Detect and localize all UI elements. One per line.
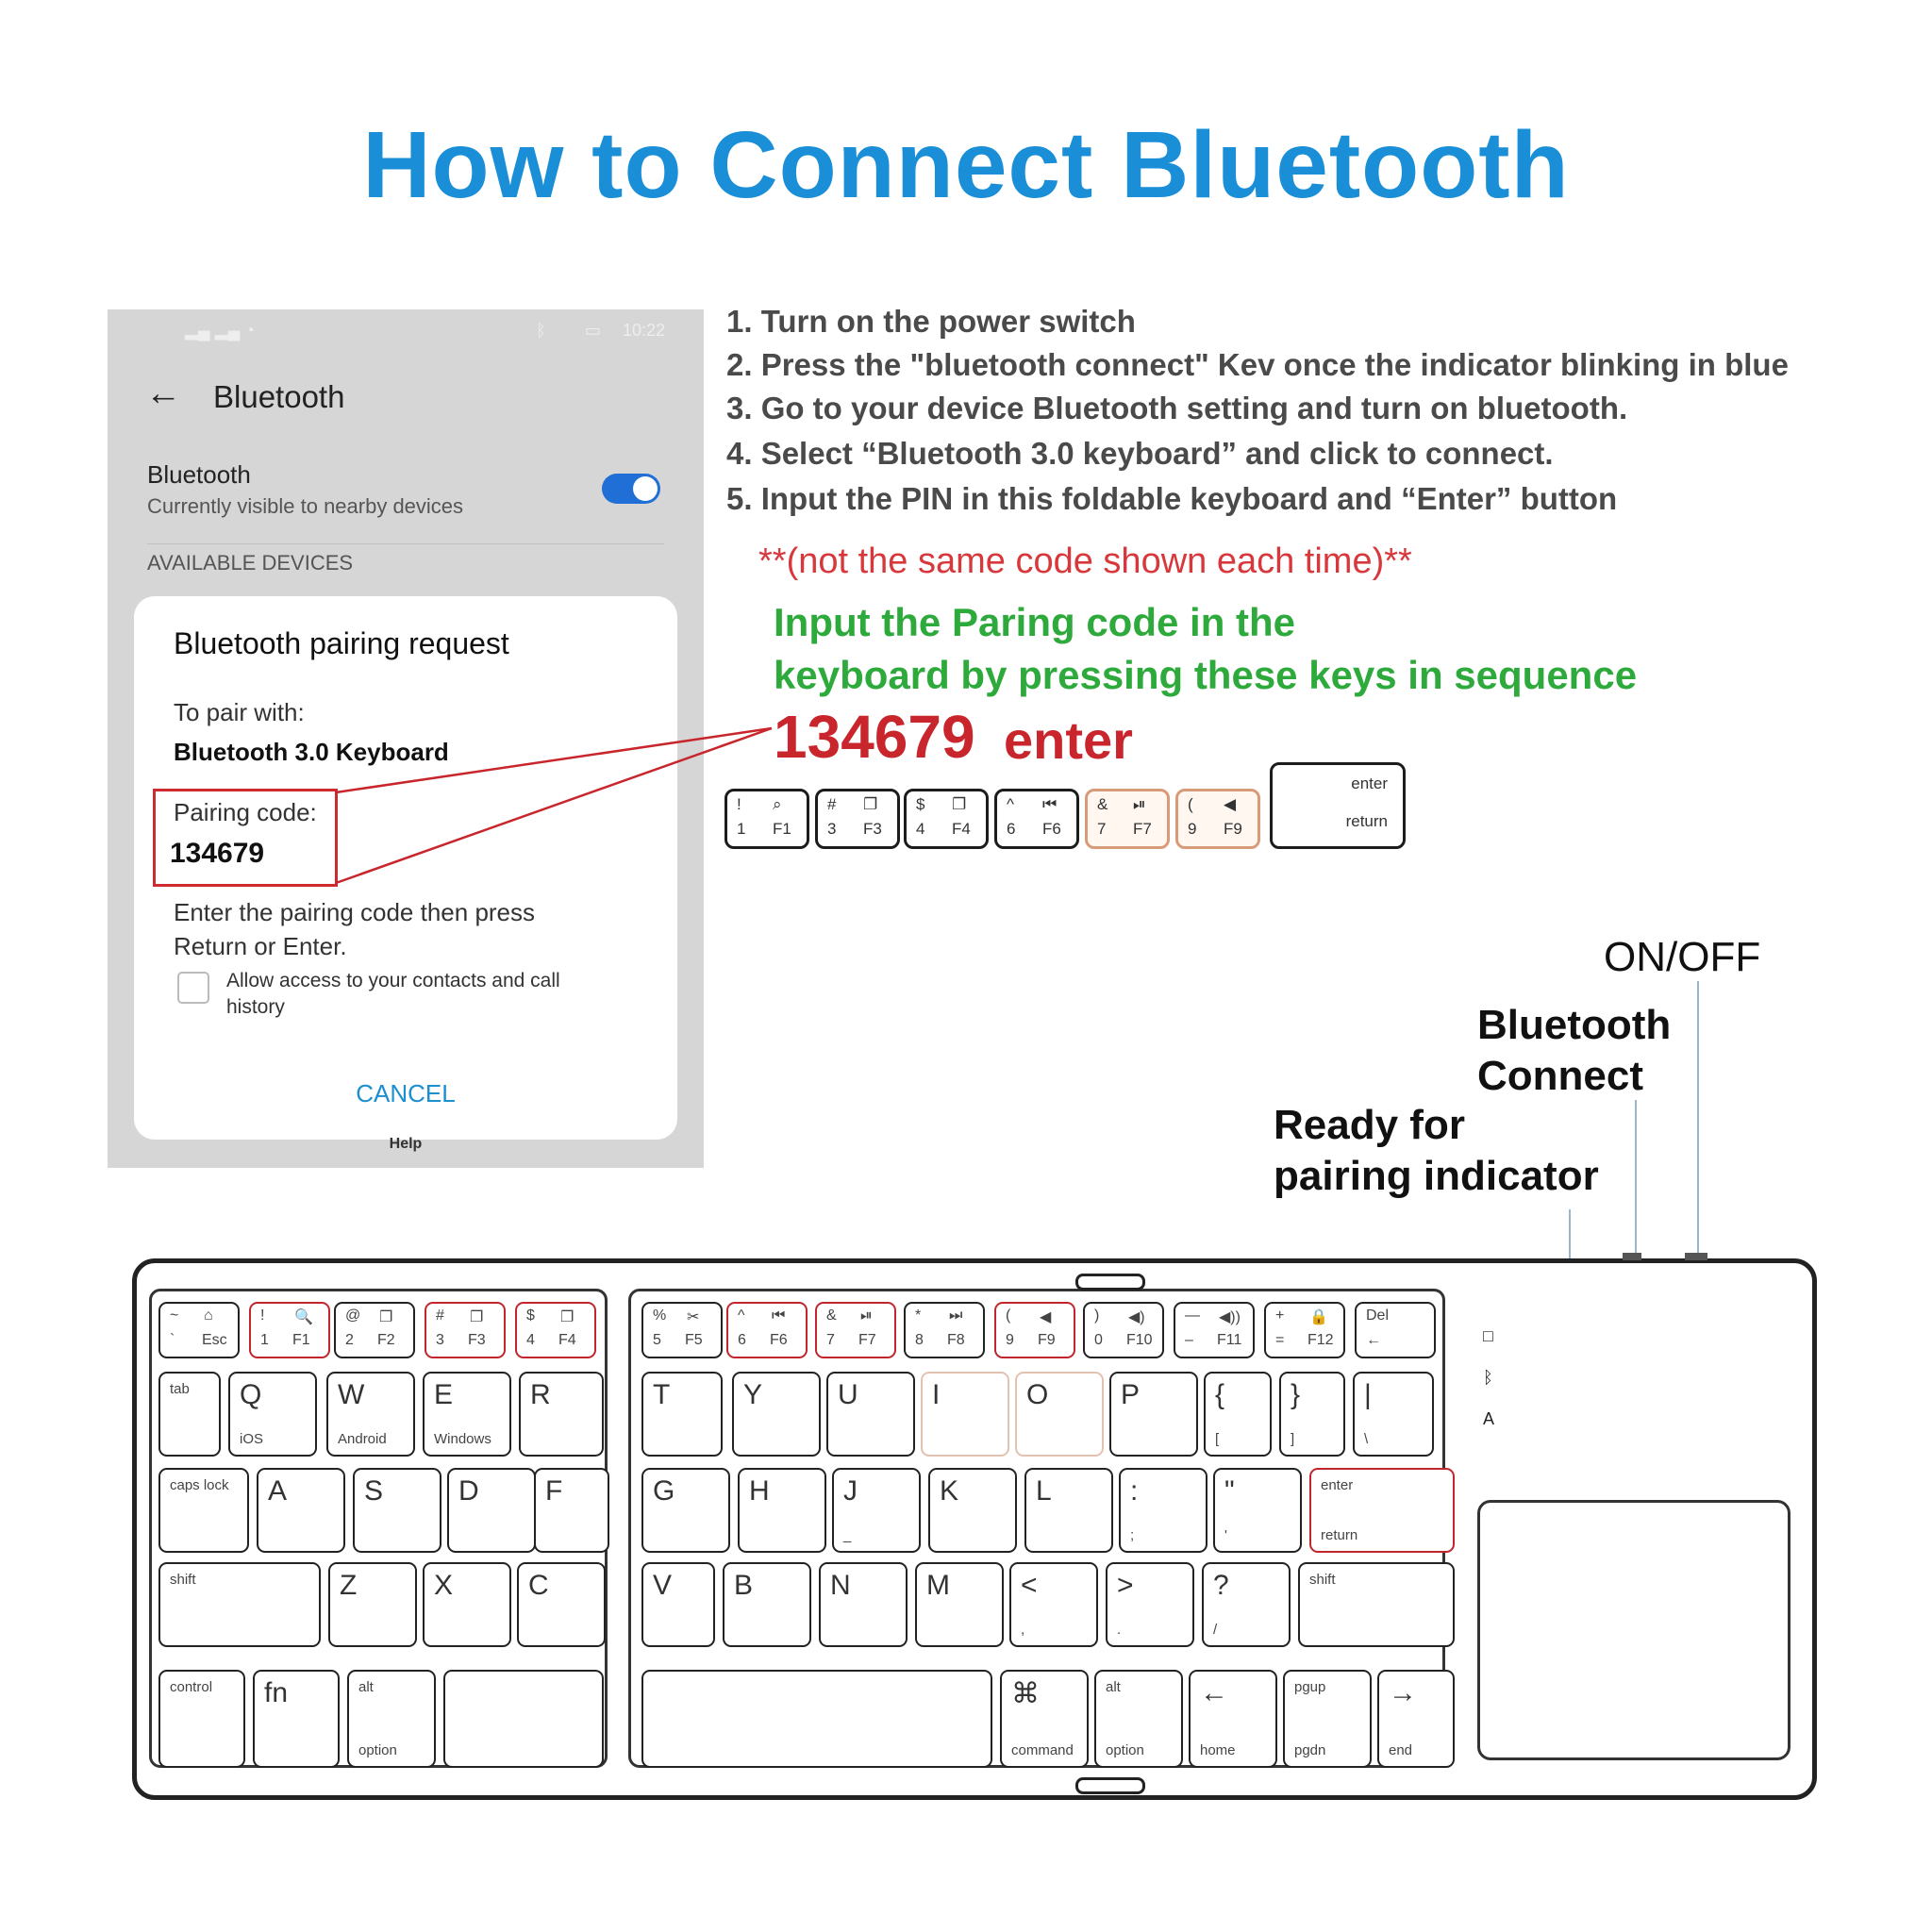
previous-track-icon: ⏮ [1042,795,1058,813]
key-label: ` [170,1332,175,1348]
key-label: ( [1006,1307,1011,1324]
step-4: 4. Select “Bluetooth 3.0 keyboard” and click to connect. [726,436,1554,471]
key-sublabel: pgdn [1294,1742,1326,1758]
status-time: 10:22 [623,321,666,340]
key-label: Del [1366,1307,1390,1324]
key-label: → [1389,1677,1417,1708]
a-indicator: A [1483,1409,1495,1428]
key-sym[interactable] [1009,1562,1098,1647]
key-x[interactable] [423,1562,511,1647]
key-label: ← [1200,1677,1228,1708]
key-row5-7[interactable] [1189,1670,1277,1768]
key-sym[interactable] [1106,1562,1194,1647]
help-link[interactable]: Help [389,1136,423,1152]
key-sublabel: ] [1291,1431,1295,1447]
function-icon: ❐ [470,1309,484,1325]
key-row5-0[interactable] [158,1670,245,1768]
key-d[interactable] [447,1468,536,1553]
key-f[interactable] [534,1468,609,1553]
key-row5-9[interactable] [1377,1670,1455,1768]
key-label: D [458,1475,479,1507]
key-label: ← [1366,1332,1381,1348]
key-label: shift [170,1572,196,1588]
key-u[interactable] [826,1372,915,1457]
key-label: { [1215,1379,1225,1410]
key-m[interactable] [915,1562,1004,1647]
key-label: Esc [202,1332,227,1348]
key-label: tab [170,1381,190,1397]
green-instruction-2: keyboard by pressing these keys in sequence [774,653,1638,697]
key-f5[interactable] [641,1302,723,1358]
key-label: 1 [260,1332,269,1348]
key-label: F10 [1126,1332,1153,1348]
function-icon: ⏮ [772,1307,786,1324]
to-pair-with: To pair with: [174,698,305,726]
key-p[interactable] [1109,1372,1198,1457]
key-shift[interactable] [1298,1562,1455,1647]
key-label: – [1185,1332,1193,1348]
key-f1[interactable] [249,1302,330,1358]
pairing-code-label: Pairing code: [174,798,317,826]
key-label: F9 [1038,1332,1056,1348]
key-label: V [653,1570,673,1601]
key-k[interactable] [928,1468,1017,1553]
ready-indicator-label-2: pairing indicator [1274,1153,1599,1199]
key-label: T [653,1379,671,1410]
key-label: M [926,1570,950,1601]
key-label: F7 [858,1332,876,1348]
play-pause-icon: ⏯ [1133,795,1146,813]
key-f8[interactable] [904,1302,985,1358]
key-n[interactable] [819,1562,908,1647]
key-label: F8 [947,1332,965,1348]
signal-icon: ▂▄ ▂▄ ◔ [185,321,256,340]
key-f6[interactable] [726,1302,808,1358]
key-b[interactable] [723,1562,811,1647]
bluetooth-toggle-label: Bluetooth [147,460,251,489]
key-label: ! [260,1307,265,1324]
device-name: Bluetooth 3.0 Keyboard [174,738,449,766]
key-sublabel: option [1106,1742,1144,1758]
key-label: 3 [436,1332,444,1348]
key-label: P [1121,1379,1141,1410]
key-label: 8 [915,1332,924,1348]
key-row5-5[interactable] [1000,1670,1089,1768]
enter-instructions-2: Return or Enter. [174,932,347,960]
key-y[interactable] [732,1372,821,1457]
top-hinge-indicator [1075,1274,1145,1291]
seq-key-4: $ ❐ 4 F4 [904,789,989,849]
key-s[interactable] [353,1468,441,1553]
key-label: Z [340,1570,358,1601]
key-label: O [1026,1379,1049,1410]
key-label: G [653,1475,675,1507]
key-v[interactable] [641,1562,715,1647]
seq-key-7: & ⏯ 7 F7 [1085,789,1170,849]
key-sublabel: return [1321,1527,1358,1543]
key-label: @ [345,1307,361,1324]
key-label: H [749,1475,770,1507]
key-label: 6 [738,1332,746,1348]
key-label: = [1275,1332,1285,1348]
key-label: B [734,1570,754,1601]
key-capssymlock[interactable] [158,1468,249,1553]
key-enter[interactable] [1309,1468,1455,1553]
key-label: 7 [826,1332,835,1348]
paste-icon: ❐ [952,795,967,813]
back-arrow-icon[interactable]: ← [145,374,181,413]
key-label: ) [1094,1307,1100,1324]
touchpad[interactable] [1477,1500,1790,1760]
key-g[interactable] [641,1468,730,1553]
key-label: 4 [526,1332,535,1348]
seq-key-3: # ❐ 3 F3 [815,789,900,849]
function-icon: ⏯ [860,1307,873,1324]
key-label: & [826,1307,837,1324]
key-label: 0 [1094,1332,1103,1348]
key-f4[interactable] [515,1302,596,1358]
key-l[interactable] [1024,1468,1113,1553]
note-text: **(not the same code shown each time)** [758,541,1412,581]
key-label: S [364,1475,384,1507]
allow-access-line1: Allow access to your contacts and call [226,970,560,991]
key-w[interactable] [326,1372,415,1457]
volume-icon: ◀ [1224,795,1237,813]
key-f3[interactable] [425,1302,506,1358]
key-tab[interactable] [158,1372,221,1457]
search-icon: ⌕ [773,795,782,813]
key-h[interactable] [738,1468,826,1553]
key-label: F6 [770,1332,788,1348]
key-f7[interactable] [815,1302,896,1358]
step-3: 3. Go to your device Bluetooth setting and turn on bluetooth. [726,391,1628,425]
step-5: 5. Input the PIN in this foldable keyboard and “Enter” button [726,481,1618,516]
key-label: N [830,1570,851,1601]
key-sublabel: iOS [240,1431,264,1447]
function-icon: 🔒 [1309,1309,1328,1325]
key-sym[interactable] [1204,1372,1272,1457]
key-sublabel: end [1389,1742,1413,1758]
key-r[interactable] [519,1372,604,1457]
key-label: shift [1309,1572,1336,1588]
key-shift[interactable] [158,1562,321,1647]
key-sublabel: ; [1130,1527,1135,1543]
key-sublabel: command [1011,1742,1074,1758]
key-label: " [1224,1475,1235,1507]
key-label: F1 [292,1332,310,1348]
key-label: ~ [170,1307,179,1324]
key-label: caps lock [170,1477,229,1493]
key-e[interactable] [423,1372,511,1457]
function-icon: ◀) [1128,1309,1145,1325]
key-label: pgup [1294,1679,1326,1695]
key-sym[interactable] [1202,1562,1291,1647]
function-icon: ❐ [379,1309,393,1325]
bluetooth-indicator-icon: ᛒ [1483,1368,1493,1387]
key-label: W [338,1379,365,1410]
pairing-code: 134679 [170,838,265,869]
key-label: F12 [1307,1332,1334,1348]
caps-indicator: □ [1483,1326,1493,1345]
key-label: ? [1213,1570,1229,1601]
key-o[interactable] [1015,1372,1104,1457]
key-label: K [940,1475,959,1507]
key-sublabel: Windows [434,1431,491,1447]
key-row5-4[interactable] [641,1670,992,1768]
function-icon: ⌂ [204,1307,213,1324]
key-label: E [434,1379,454,1410]
dialog-title: Bluetooth pairing request [174,626,509,660]
key-label: U [838,1379,858,1410]
key-sym[interactable] [1279,1372,1345,1457]
bluetooth-connect-label-2: Connect [1477,1053,1643,1099]
key-label: F2 [377,1332,395,1348]
key-label: F4 [558,1332,576,1348]
key-row5-6[interactable] [1094,1670,1183,1768]
seq-key-enter: enter return [1270,762,1406,849]
key-row5-8[interactable] [1283,1670,1372,1768]
copy-icon: ❐ [863,795,878,813]
bluetooth-connect-button[interactable] [1623,1253,1641,1260]
key-del[interactable] [1355,1302,1436,1358]
key-label: — [1185,1307,1200,1324]
battery-icon: ▭ [585,321,602,340]
step-1: 1. Turn on the power switch [726,304,1136,339]
key-f9[interactable] [994,1302,1075,1358]
key-row5-2[interactable] [347,1670,436,1768]
key-label: ^ [738,1307,745,1324]
key-t[interactable] [641,1372,723,1457]
key-c[interactable] [517,1562,606,1647]
key-sublabel: \ [1364,1431,1369,1447]
key-label: 9 [1006,1332,1014,1348]
key-label: } [1291,1379,1301,1410]
header-title: Bluetooth [213,379,345,414]
key-sublabel: . [1117,1622,1122,1638]
key-label: I [932,1379,941,1410]
key-label: F11 [1217,1332,1242,1348]
key-f12[interactable] [1264,1302,1345,1358]
key-label: alt [1106,1679,1121,1695]
key-q[interactable] [228,1372,317,1457]
key-label: $ [526,1307,535,1324]
key-label: L [1036,1475,1052,1507]
code-enter: enter [1004,710,1133,770]
function-icon: 🔍 [294,1309,313,1325]
key-label: | [1364,1379,1372,1410]
code-digits: 134679 [774,703,975,771]
key-label: J [843,1475,858,1507]
key-i[interactable] [921,1372,1009,1457]
key-sublabel: option [358,1742,397,1758]
step-2: 2. Press the "bluetooth connect" Kev once the indicator blinking in blue [726,347,1789,382]
key-label: X [434,1570,454,1601]
key-label: Q [240,1379,262,1410]
enter-instructions-1: Enter the pairing code then press [174,898,536,926]
key-label: > [1117,1570,1134,1601]
cancel-button[interactable]: CANCEL [356,1079,456,1108]
key-f2[interactable] [334,1302,415,1358]
green-instruction-1: Input the Paring code in the [774,600,1296,644]
key-label: R [530,1379,551,1410]
key-sublabel: / [1213,1622,1218,1638]
bluetooth-status-icon: ᛒ [536,321,546,340]
bottom-hinge-indicator [1075,1777,1145,1794]
key-label: + [1275,1307,1285,1324]
key-label: * [915,1307,922,1324]
key-f11[interactable] [1174,1302,1255,1358]
seq-key-9: ( ◀ 9 F9 [1175,789,1260,849]
key-label: control [170,1679,213,1695]
bluetooth-toggle-sub: Currently visible to nearby devices [147,494,464,518]
allow-access-line2: history [226,996,285,1018]
key-label: Y [743,1379,763,1410]
key-label: C [528,1570,549,1601]
key-f10[interactable] [1083,1302,1164,1358]
key-sublabel: home [1200,1742,1236,1758]
key-sublabel: Android [338,1431,387,1447]
function-icon: ◀)) [1219,1309,1241,1325]
function-icon: ◀ [1040,1309,1052,1325]
ready-indicator-label-1: Ready for [1274,1102,1465,1148]
key-label: F3 [468,1332,486,1348]
seq-key-6: ^ ⏮ 6 F6 [994,789,1079,849]
key-label: < [1021,1570,1038,1601]
key-label: % [653,1307,667,1324]
on-off-label: ON/OFF [1604,934,1761,980]
page-title: How to Connect Bluetooth [362,112,1570,218]
key-row5-3[interactable] [443,1670,604,1768]
key-label: A [268,1475,288,1507]
key-label: 5 [653,1332,661,1348]
function-icon: ⏭ [949,1307,963,1324]
key-label: alt [358,1679,374,1695]
key-label: ⌘ [1011,1678,1040,1709]
seq-key-1: ! ⌕ 1 F1 [724,789,809,849]
key-sublabel: ' [1224,1527,1227,1543]
key-sublabel: , [1021,1622,1025,1638]
key-label: enter [1321,1477,1354,1493]
power-switch[interactable] [1685,1253,1707,1260]
key-a[interactable] [257,1468,345,1553]
key-row5-1[interactable] [253,1670,340,1768]
function-icon: ❐ [560,1309,575,1325]
key-sublabel: _ [843,1527,852,1543]
key-label: fn [264,1677,289,1708]
key-label: F5 [685,1332,703,1348]
key-sym[interactable] [1119,1468,1208,1553]
key-esc[interactable] [158,1302,240,1358]
key-sym[interactable] [1213,1468,1302,1553]
available-devices-header: AVAILABLE DEVICES [147,551,354,575]
key-j[interactable] [832,1468,921,1553]
key-label: # [436,1307,444,1324]
bluetooth-connect-label-1: Bluetooth [1477,1002,1672,1048]
key-sym[interactable] [1353,1372,1434,1457]
key-sublabel: [ [1215,1431,1220,1447]
function-icon: ✂ [687,1309,700,1325]
key-label: F [545,1475,563,1507]
key-z[interactable] [328,1562,417,1647]
key-label: 2 [345,1332,354,1348]
key-label: : [1130,1475,1139,1507]
